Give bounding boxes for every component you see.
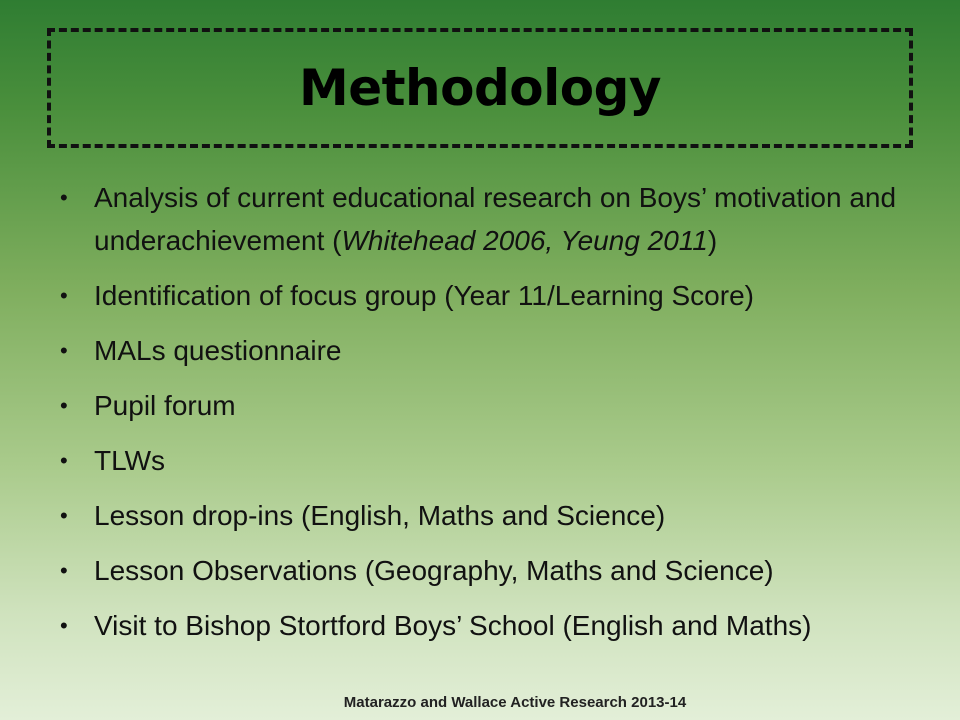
bullet-text: Lesson Observations (Geography, Maths and Science): [94, 555, 774, 586]
footer: [0, 694, 960, 711]
list-item: [58, 549, 918, 592]
title-box: [47, 28, 913, 148]
bullet-text: Analysis of current educational research on Boys’ motivation and underachievement (: [94, 182, 897, 256]
list-item: [58, 494, 918, 537]
list-item: [58, 604, 918, 647]
list-item: [58, 384, 918, 427]
list-item: [58, 439, 918, 482]
bullet-text: Whitehead 2006, Yeung 2011: [341, 225, 708, 256]
slide-title: Methodology: [298, 59, 662, 117]
bullet-list: [58, 176, 918, 659]
bullet-text: Visit to Bishop Stortford Boys’ School (English and Maths): [94, 610, 812, 641]
bullet-text: MALs questionnaire: [94, 335, 342, 366]
list-item: [58, 329, 918, 372]
bullet-dot-icon: •: [60, 393, 68, 418]
bullet-dot-icon: •: [60, 503, 68, 528]
bullet-dot-icon: •: [60, 283, 68, 308]
bullet-text: Lesson drop-ins (English, Maths and Science): [94, 500, 666, 531]
bullet-text: Pupil forum: [94, 390, 236, 421]
bullet-text: TLWs: [94, 445, 166, 476]
bullet-dot-icon: •: [60, 613, 68, 638]
bullet-dot-icon: •: [60, 558, 68, 583]
footer-text: Matarazzo and Wallace Active Research 2013-14: [343, 694, 687, 711]
bullet-dot-icon: •: [60, 185, 68, 210]
bullet-text: ): [707, 225, 718, 256]
bullet-text: Identification of focus group (Year 11/Learning Score): [94, 280, 754, 311]
list-item: [58, 176, 918, 262]
bullet-dot-icon: •: [60, 338, 68, 363]
bullet-dot-icon: •: [60, 448, 68, 473]
list-item: [58, 274, 918, 317]
